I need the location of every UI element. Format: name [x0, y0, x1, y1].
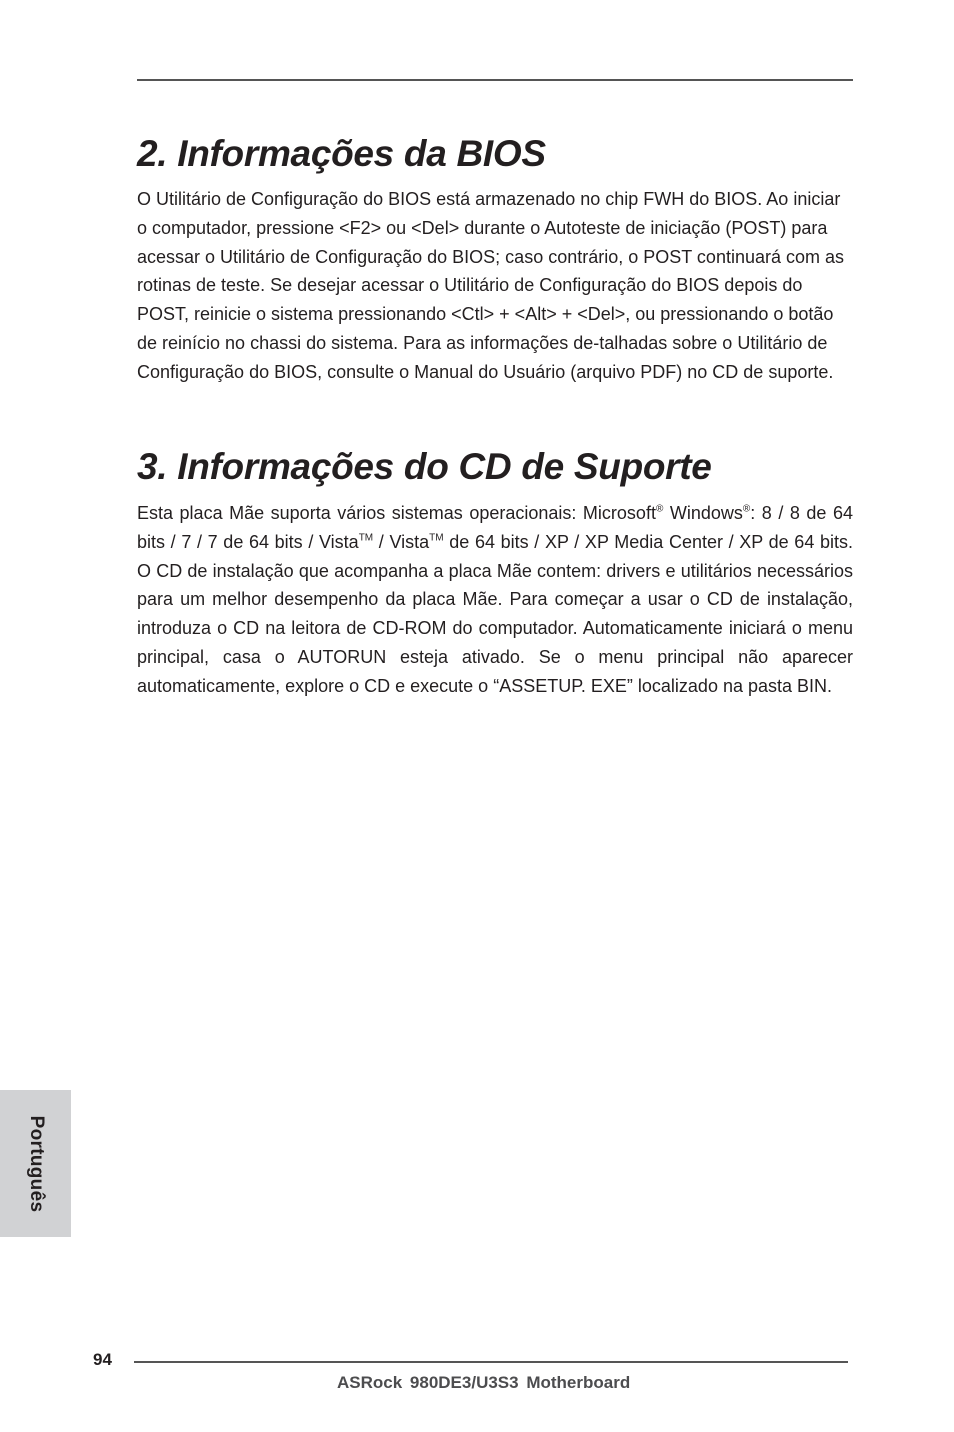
cd-text-part: de 64 bits / XP / XP Media Center / XP de 64 bits. O CD de instalação que acompanha a placa Mãe contem: drivers e utilitários necessários para um melhor desempenho da placa Mãe. Para começar a usar o CD de instalação, introduza o CD na leitora de CD-ROM do computador. Automaticamente iniciará o menu principal, casa o AUTORUN esteja ativado. Se o menu principal não aparecer automaticamente, explore o CD e execute o “ASSETUP. EXE” localizado na pasta BIN. [137, 531, 853, 696]
bottom-rule [134, 1361, 848, 1363]
language-side-tab [0, 1090, 71, 1237]
language-label: Português [25, 1115, 47, 1212]
top-rule [137, 79, 853, 81]
cd-text-part: Windows [663, 503, 743, 523]
registered-mark: ® [655, 503, 664, 515]
page-number: 94 [93, 1350, 112, 1369]
cd-text-part: : 8 / 8 de 64 bits / 7 / 7 de 64 bits / Vista [137, 503, 853, 552]
registered-mark: ® [742, 503, 751, 515]
trademark-mark: TM [429, 532, 444, 544]
bios-section-heading: 2. Informações da BIOS [137, 133, 546, 174]
cd-section-heading: 3. Informações do CD de Suporte [137, 446, 712, 487]
cd-text-part: Esta placa Mãe suporta vários sistemas operacionais: Microsoft [137, 503, 656, 523]
bios-section-paragraph: O Utilitário de Configuração do BIOS está armazenado no chip FWH do BIOS. Ao iniciar o computador, pressione <F2> ou <Del> durante o Autoteste de iniciação (POST) para acessar o Utilitário de Configuração do BIOS; caso contrário, o POST continuará com as rotinas de teste. Se desejar acessar o Utilitário de Configuração do BIOS depois do POST, reinicie o sistema pressionando <Ctl> + <Alt> + <Del>, ou pressionando o botão de reinício no chassi do sistema. Para as informações de-talhadas sobre o Utilitário de Configuração do BIOS, consulte o Manual do Usuário (arquivo PDF) no CD de suporte. [137, 189, 845, 382]
cd-section-paragraph [137, 499, 853, 701]
footer-title: ASRock 980DE3/U3S3 Motherboard [337, 1373, 631, 1392]
cd-text-part: / Vista [373, 531, 430, 552]
trademark-mark: TM [358, 532, 374, 544]
